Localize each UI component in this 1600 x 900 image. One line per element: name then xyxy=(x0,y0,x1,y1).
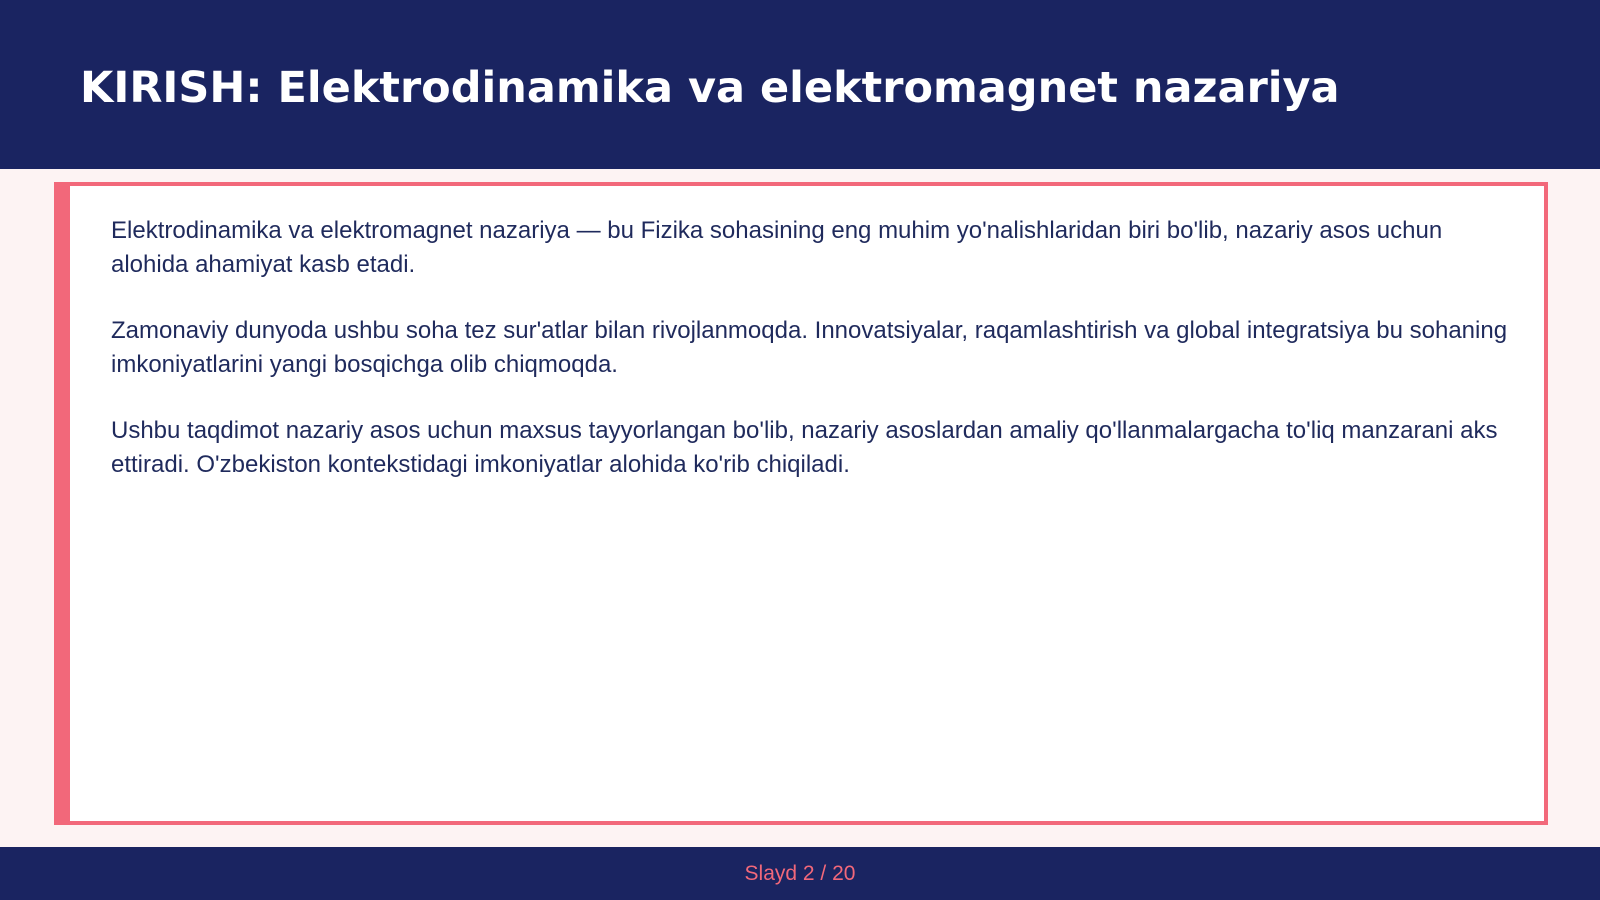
slide-number: Slayd 2 / 20 xyxy=(744,862,856,885)
slide-title: KIRISH: Elektrodinamika va elektromagnet nazariya xyxy=(80,63,1340,113)
paragraph: Zamonaviy dunyoda ushbu soha tez sur'atlar bilan rivojlanmoqda. Innovatsiyalar, raqamlashtirish va global integratsiya bu sohaning imkoniyatlarini yangi bosqichga olib chiqmoqda. xyxy=(111,317,1508,378)
paragraph: Ushbu taqdimot nazariy asos uchun maxsus tayyorlangan bo'lib, nazariy asoslardan amaliy qo'llanmalargacha to'liq manzarani aks ettiradi. O'zbekiston kontekstidagi imkoniyatlar alohida ko'rib chiqiladi. xyxy=(111,417,1498,478)
content-body xyxy=(111,214,1511,514)
slide-header xyxy=(0,0,1600,169)
slide-footer xyxy=(0,847,1600,900)
paragraph: Elektrodinamika va elektromagnet nazariya — bu Fizika sohasining eng muhim yo'nalishlaridan biri bo'lib, nazariy asos uchun alohida ahamiyat kasb etadi. xyxy=(111,217,1443,278)
content-card xyxy=(54,182,1548,825)
